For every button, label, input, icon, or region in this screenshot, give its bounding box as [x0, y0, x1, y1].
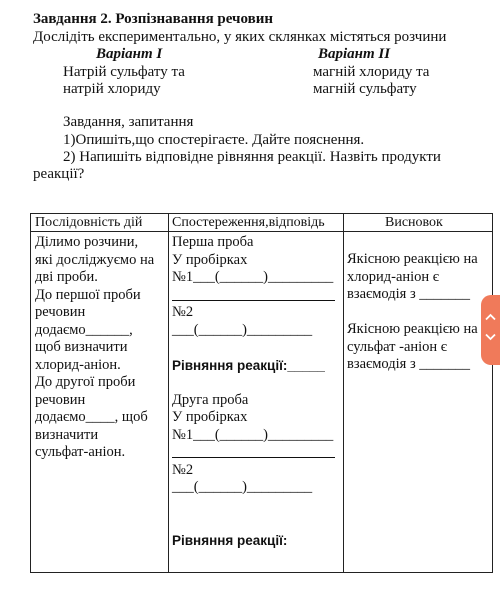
actions-column [35, 234, 154, 462]
page-scroll-button[interactable] [481, 295, 500, 365]
tube-2-answer: ___(______)_________ [172, 321, 313, 338]
task-1: 1)Опишіть,що спостерігаєте. Дайте пояснення. [63, 132, 365, 148]
action-line: До першої проби [35, 286, 141, 303]
first-probe-label: Перша проба [172, 234, 254, 250]
action-line: хлорид-аніон. [35, 356, 121, 373]
variant-2-label: Варіант ІІ [318, 46, 391, 62]
header-conclusion: Висновок [385, 215, 443, 230]
variant-1-line-2: натрій хлориду [63, 81, 161, 97]
blank-answer-line-2 [172, 444, 335, 462]
tube-2-label-2: №2 [172, 461, 194, 478]
action-line: які досліджуємо на [35, 251, 155, 268]
action-line: визначити [35, 426, 99, 443]
conclusion-line: взаємодія з _______ [347, 286, 471, 302]
equation-label: Рівняння реакції:_____ [172, 357, 325, 373]
conclusion-line: хлорид-аніон є [347, 268, 440, 285]
table-header-divider [31, 231, 492, 232]
equation-label-2: Рівняння реакції: [172, 532, 288, 548]
action-line: сульфат-аніон. [35, 444, 126, 460]
conclusion-line: взаємодія з _______ [347, 356, 471, 372]
in-tubes-label: У пробірках [172, 251, 248, 268]
task-intro: Дослідіть експериментально, у яких склянках містяться розчини [33, 29, 447, 45]
observations-column [172, 234, 335, 549]
table-divider-1 [168, 214, 169, 572]
tube-2-answer-2: ___(______)_________ [172, 479, 313, 495]
header-actions: Послідовність дій [35, 215, 143, 230]
variant-2-line-1: магній хлориду та [313, 64, 430, 80]
second-probe-label: Друга проба [172, 391, 249, 408]
table-divider-2 [343, 214, 344, 572]
action-line: До другої проби [35, 374, 136, 390]
tasks-heading: Завдання, запитання [63, 114, 194, 130]
variant-1-line-1: Натрій сульфату та [63, 64, 185, 80]
conclusion-line: сульфат -аніон є [347, 338, 448, 355]
action-line: Ділимо розчини, [35, 234, 139, 250]
in-tubes-label-2: У пробірках [172, 409, 248, 425]
action-line: додаємо______, [35, 321, 133, 338]
worksheet-table [30, 213, 493, 573]
conclusion-column [347, 251, 478, 374]
variant-2-line-2: магній сульфату [313, 81, 417, 97]
tube-2-label: №2 [172, 304, 194, 320]
conclusion-line: Якісною реакцією на [347, 321, 478, 337]
action-line: дві проби. [35, 269, 98, 285]
tube-1-answer: №1___(______)_________ [172, 269, 334, 285]
task-2-line-2: реакції? [33, 166, 85, 182]
action-line: речовин [35, 304, 86, 320]
chevron-up-icon [485, 313, 496, 321]
conclusion-line: Якісною реакцією на [347, 251, 478, 267]
chevron-down-icon [485, 333, 496, 341]
header-observations: Спостереження,відповідь [172, 215, 325, 230]
action-line: щоб визначити [35, 339, 128, 355]
action-line: речовин [35, 391, 86, 408]
blank-answer-line [172, 287, 335, 305]
action-line: додаємо____, щоб [35, 409, 148, 425]
variant-1-label: Варіант І [96, 46, 163, 62]
task-2-line-1: 2) Напишіть відповідне рівняння реакції. Назвіть продукти [63, 149, 441, 165]
tube-1-answer-2: №1___(______)_________ [172, 426, 334, 443]
task-title: Завдання 2. Розпізнавання речовин [33, 11, 274, 27]
